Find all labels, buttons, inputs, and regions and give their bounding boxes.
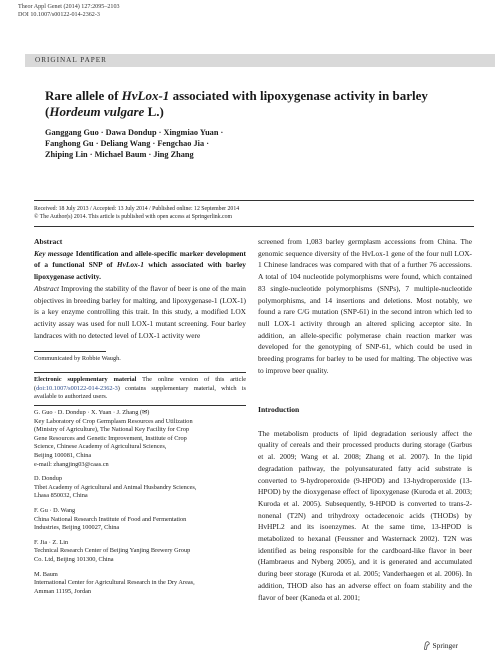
title-text-1: Rare allele of — [45, 88, 122, 103]
paper-title — [45, 88, 465, 120]
affiliation-item — [34, 475, 246, 501]
title-text-2: associated with lipoxygenase activity in barley ( — [45, 88, 428, 119]
affiliation-list — [34, 409, 246, 596]
abstract-continued-text: screened from 1,083 barley germplasm accessions from China. The genomic sequence diversity of the HvLox-1 gene of the four null LOX-1 Chinese landraces was compared with that of a further 76 accessions. A total of 104 nucleotide polymorphisms were found, which contained 83 single-nucleotide polymorphisms (SNPs), 7 multiple-nucleotide polymorphisms, and 14 insertions and deletions. Most notably, we found a rare C/G mutation (SNP-61) in the second intron which led to null LOX-1 activity through an altered splicing acceptor site. In addition, an allele-specific polymerase chain reaction marker was developed for the genotyping of SNP-61, which could be used in breeding programs for barley to be used for malting. The objective was to improve beer quality. — [258, 237, 472, 375]
key-message-text-b: which associated with barley lipoxygenase activity. — [34, 260, 246, 282]
affiliation-authors: G. Guo · D. Dondup · X. Yuan · J. Zhang (✉) — [34, 409, 150, 416]
abstract-text — [34, 283, 246, 342]
affiliation-authors: M. Baum — [34, 570, 58, 578]
affiliation-line: Amman 11195, Jordan — [34, 587, 92, 595]
affiliation-line: Beijing 100081, China — [34, 451, 92, 459]
affiliation-email[interactable]: e-mail: zhangjing03@caas.cn — [34, 460, 109, 468]
key-message — [34, 248, 246, 283]
footnote-divider — [34, 351, 106, 352]
key-message-gene: HvLox-1 — [116, 260, 144, 270]
author-line: Fanghong Gu · Deliang Wang · Fengchao Jia · — [45, 139, 209, 148]
affiliation-authors: F. Gu · D. Wang — [34, 506, 76, 514]
title-text-3: L.) — [144, 104, 164, 119]
communicated-by: Communicated by Robbie Waugh. — [34, 355, 121, 362]
journal-header — [18, 4, 120, 19]
journal-citation: Theor Appl Genet (2014) 127:2095–2103 — [18, 4, 120, 10]
journal-doi: DOI 10.1007/s00122-014-2362-3 — [18, 11, 100, 18]
affiliation-item — [34, 571, 246, 597]
affiliation-line: Technical Research Center of Beijing Yanjing Brewery Group — [34, 547, 191, 555]
publisher-name: Springer — [432, 641, 458, 650]
introduction-heading: Introduction — [258, 405, 300, 414]
affiliation-line: China National Research Institute of Food and Fermentation — [34, 515, 187, 523]
esm-doi-link[interactable]: doi:10.1007/s00122-014-2362-3 — [36, 384, 118, 392]
divider — [34, 226, 474, 227]
affiliation-item — [34, 409, 246, 469]
received-dates — [34, 206, 474, 221]
abstract-label: Abstract — [34, 283, 60, 293]
esm-label: Electronic supplementary material — [34, 376, 137, 383]
affiliation-line: Science, Chinese Academy of Agricultural Sciences, — [34, 443, 167, 451]
affiliation-item — [34, 539, 246, 565]
title-gene: HvLox-1 — [121, 88, 170, 103]
author-list — [45, 127, 465, 160]
article-type-label: ORIGINAL PAPER — [35, 56, 107, 64]
affiliation-line: Gene Resources and Genetic Improvement, Institute of Crop — [34, 434, 187, 442]
author-line: Ganggang Guo · Dawa Dondup · Xingmiao Yuan · — [45, 128, 224, 137]
article-type-banner — [25, 54, 495, 67]
affiliation-line: International Center for Agricultural Research in the Dry Areas, — [34, 579, 195, 587]
affiliation-item — [34, 507, 246, 533]
affiliation-line: Lhasa 850032, China — [34, 492, 88, 500]
affiliation-authors: F. Jia · Z. Lin — [34, 538, 69, 546]
key-message-label: Key message — [34, 248, 74, 258]
introduction-section — [258, 404, 472, 603]
title-species: Hordeum vulgare — [49, 104, 145, 119]
springer-horse-icon — [423, 641, 430, 650]
key-message-text-a: Identification and allele-specific marker development of a functional SNP of — [34, 248, 246, 270]
abstract-continuation — [258, 236, 472, 376]
publisher-footer — [423, 641, 458, 650]
abstract-block — [34, 236, 246, 341]
affiliation-line: Industries, Beijing 100027, China — [34, 524, 120, 532]
copyright-line: © The Author(s) 2014. This article is published with open access at Springerlink.com — [34, 213, 233, 220]
affiliation-line: Tibet Academy of Agricultural and Animal Husbandry Sciences, — [34, 483, 197, 491]
esm-text-a: The online version of this article ( — [34, 376, 246, 392]
received-line: Received: 18 July 2013 / Accepted: 13 July 2014 / Published online: 12 September 2014 — [34, 206, 240, 212]
abstract-heading: Abstract — [34, 237, 63, 246]
affiliation-line: (Ministry of Agriculture), The National Key Facility for Crop — [34, 426, 189, 434]
abstract-body: Improving the stability of the flavor of beer is one of the main objectives in breeding barley for malting, and lipoxygenase-1 (LOX-1) is a key enzyme controlling this trait. In this study, a modified LOX activity assay was used for null LOX-1 mutant screening. Four barley landraces with no detected level of LOX-1 activity were — [34, 283, 246, 340]
affiliation-line: Co. Ltd, Beijing 101300, China — [34, 555, 114, 563]
divider — [34, 405, 246, 406]
esm-note — [34, 376, 246, 402]
introduction-text: The metabolism products of lipid degradation seriously affect the quality of cereals and their processed products during storage (Garbus et al. 2009; Wang et al. 2008; Zhang et al. 2007). In the lipid degradation pathway, the polyunsaturated fatty acid substrate is converted to 9-hydroperoxide (9-HPOD) and 13-hydroperoxide (13-HPOD) by the dioxygenase effect of lipoxygenase (Kuroda et al. 2003; Kuroda et al. 2005). Subsequently, 9-HPOD is converted to trans-2-nonenal (T2N) and trihydroxy octadecenoic acids (THODs) by HvHPL2 and its isoenzymes. At the same time, 13-HPOD is metabolized to hexanal (Feussner and Wasternack 2002). T2N was identified as being responsible for the cardboard-like flavor in beer (Hambraeus and Nyberg 2005), and it is generated and accumulated during beer storage (Kuroda et al. 2005; Vanderhaegen et al. 2006). In addition, THOD also has an adverse effect on foam stability and the flavor of beer (Kaneda et al. 2001; — [258, 428, 472, 602]
affiliation-line: Key Laboratory of Crop Germplasm Resources and Utilization — [34, 417, 193, 425]
author-line: Zhiping Lin · Michael Baum · Jing Zhang — [45, 150, 194, 159]
divider — [34, 372, 246, 373]
esm-text-b: ) contains supplementary material, which is available to authorized users. — [34, 384, 246, 401]
divider — [34, 200, 474, 201]
affiliation-authors: D. Dondup — [34, 475, 62, 483]
